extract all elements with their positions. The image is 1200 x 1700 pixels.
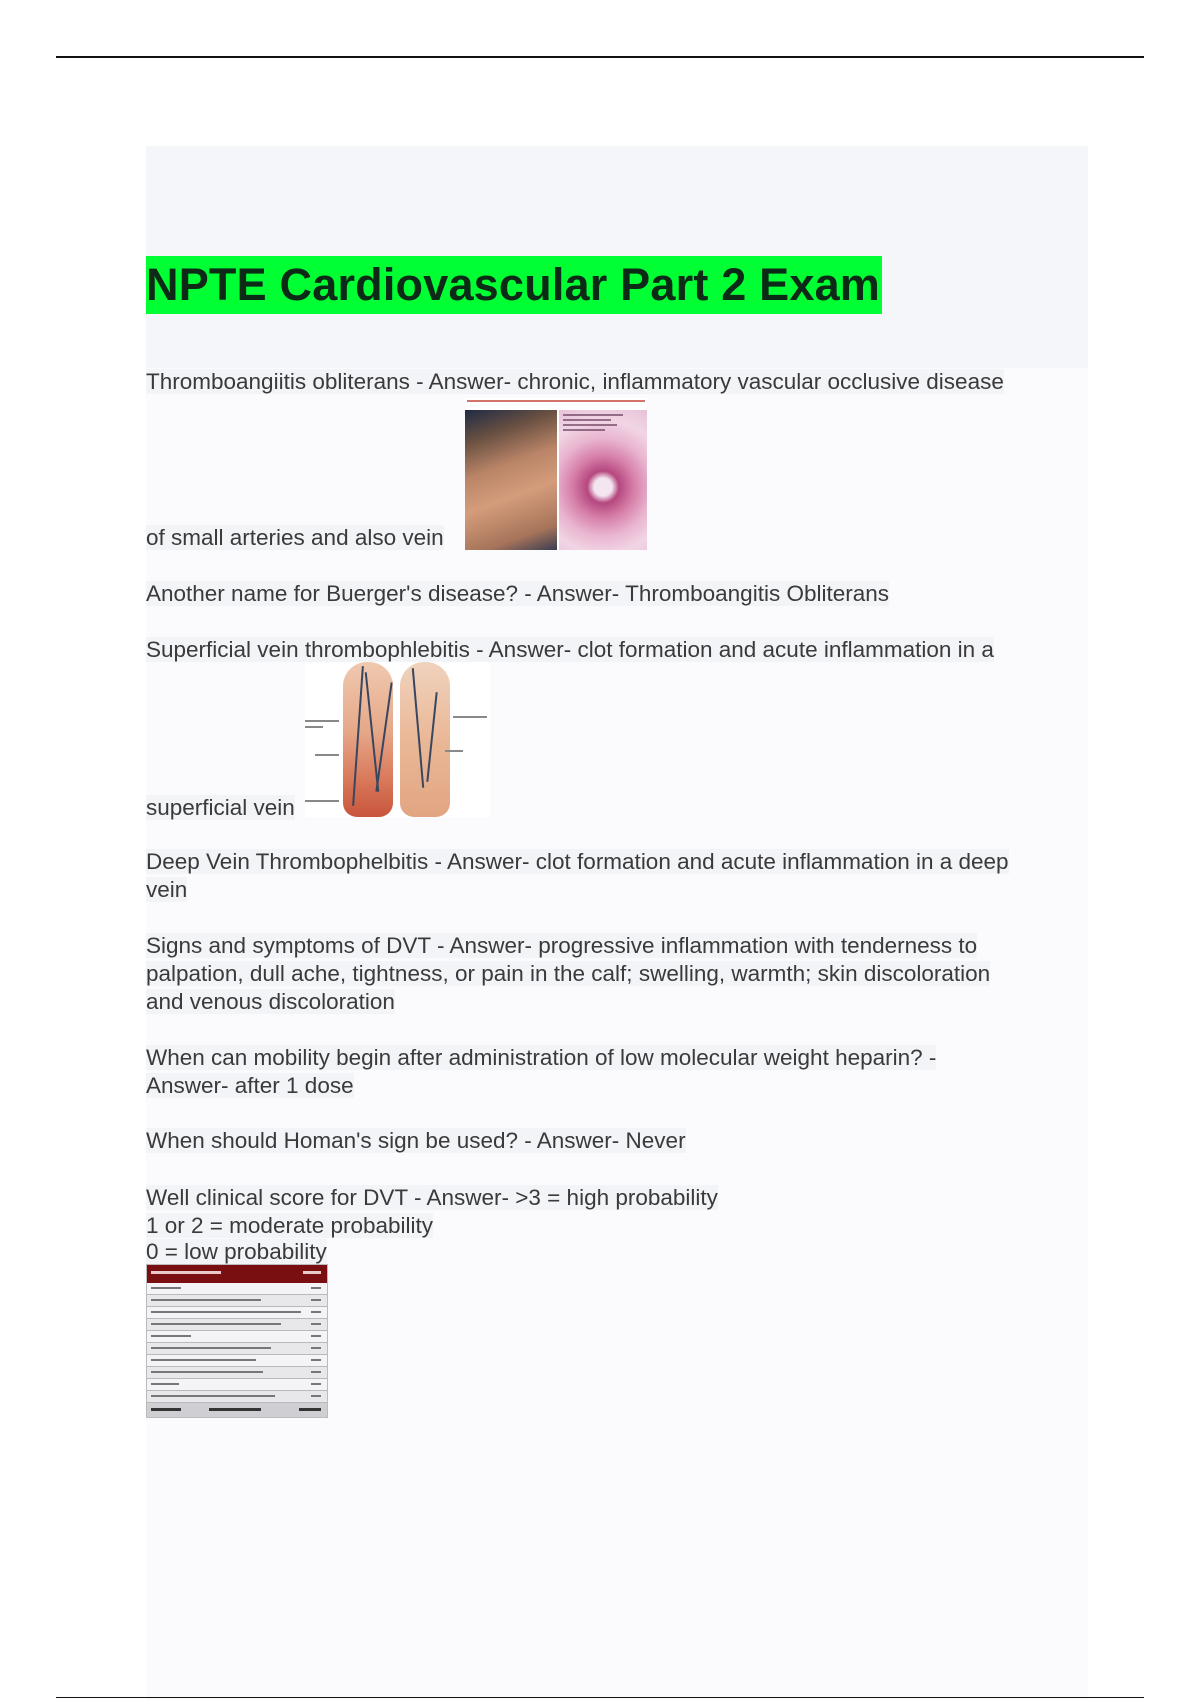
entry-5-line-3: and venous discoloration: [146, 989, 395, 1014]
entry-3-line-2: superficial vein: [146, 795, 295, 820]
entry-3-line-1: Superficial vein thrombophlebitis - Answer- clot formation and acute inflammation in a: [146, 637, 994, 662]
entry-6-line-2: Answer- after 1 dose: [146, 1073, 354, 1098]
right-leg: [400, 662, 450, 817]
entry-8-line-2: 1 or 2 = moderate probability: [146, 1213, 434, 1238]
entry-4-line-1: Deep Vein Thrombophelbitis - Answer- clot formation and acute inflammation in a deep: [146, 849, 1009, 874]
page-title: NPTE Cardiovascular Part 2 Exam: [146, 256, 882, 314]
entry-5-line-1: Signs and symptoms of DVT - Answer- progressive inflammation with tenderness to: [146, 933, 978, 958]
entry-6-line-1: When can mobility begin after administration of low molecular weight heparin? -: [146, 1045, 937, 1070]
wells-score-table-image: [146, 1264, 328, 1418]
entry-1-line-1: Thromboangiitis obliterans - Answer- chronic, inflammatory vascular occlusive disease: [146, 369, 1004, 394]
top-rule: [56, 56, 1144, 58]
legs-image: [305, 662, 490, 817]
entry-8-line-1: Well clinical score for DVT - Answer- >3 = high probability: [146, 1185, 718, 1210]
entry-5-line-2: palpation, dull ache, tightness, or pain in the calf; swelling, warmth; skin discoloration: [146, 961, 991, 986]
entry-2-line-1: Another name for Buerger's disease? - Answer- Thromboangitis Obliterans: [146, 581, 889, 606]
foot-photo: [465, 410, 557, 550]
entry-1-line-2: of small arteries and also vein: [146, 525, 444, 550]
entry-8-line-3: 0 = low probability: [146, 1239, 327, 1264]
thromboangiitis-image: [465, 398, 647, 550]
bottom-rule: [56, 1697, 1144, 1698]
histology-photo: [559, 410, 647, 550]
entry-7-line-1: When should Homan's sign be used? - Answer- Never: [146, 1128, 686, 1153]
entry-4-line-2: vein: [146, 877, 188, 902]
